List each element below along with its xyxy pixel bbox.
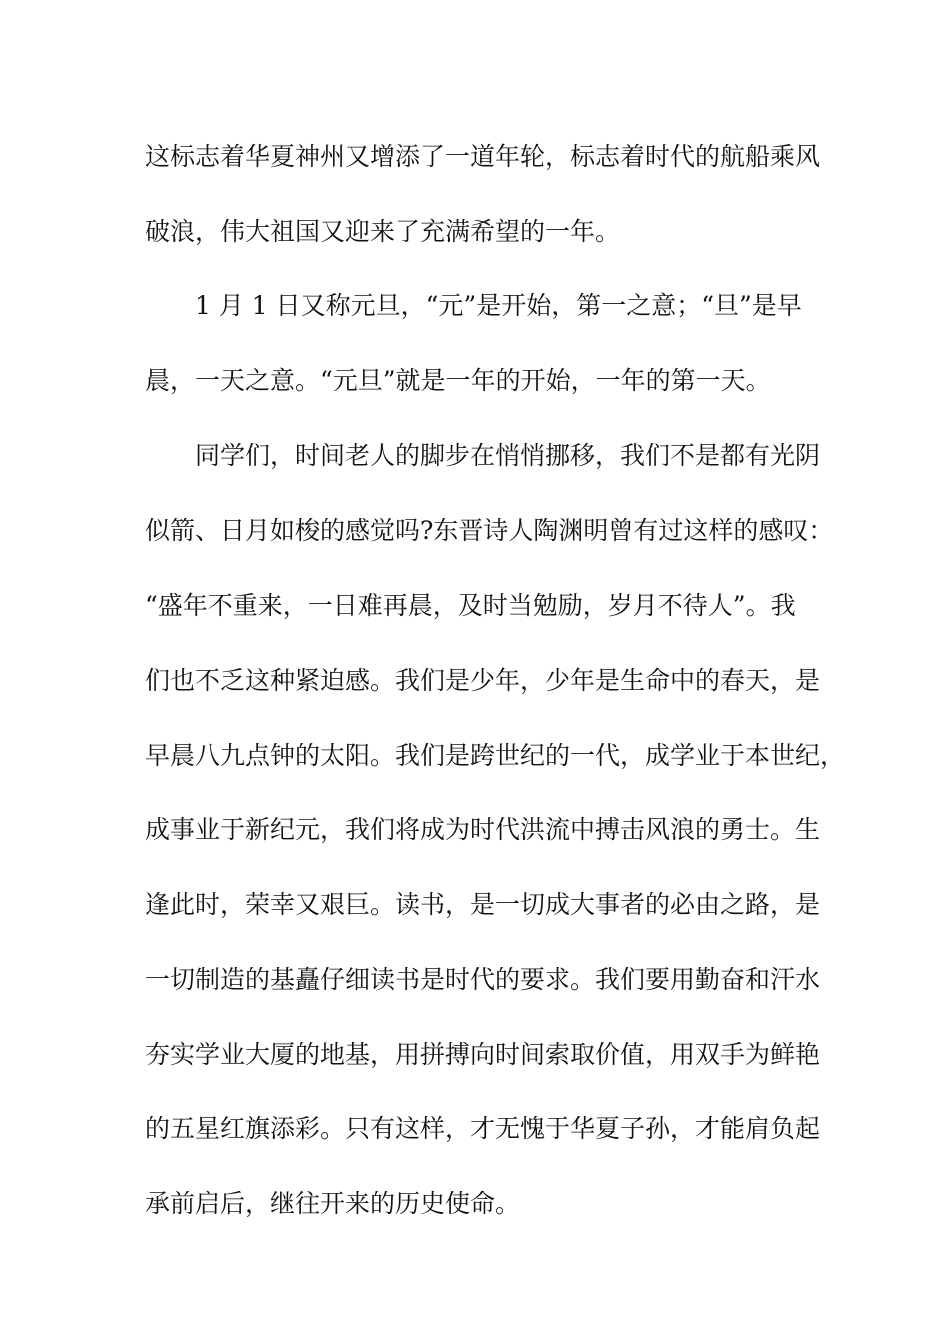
text-line-4: 晨，一天之意。“元旦”就是一年的开始，一年的第一天。 (145, 366, 771, 395)
text-line-11: 逢此时，荣幸又艰巨。读书，是一切成大事者的必由之路，是 (145, 890, 821, 919)
text-line-1: 这标志着华夏神州又增添了一道年轮，标志着时代的航船乘风 (145, 142, 821, 171)
text-line-2: 破浪，伟大祖国又迎来了充满希望的一年。 (145, 217, 621, 246)
text-line-9: 早晨八九点钟的太阳。我们是跨世纪的一代，成学业于本世纪， (145, 741, 846, 770)
text-line-7: “盛年不重来，一日难再晨，及时当勉励，岁月不待人”。我 (145, 591, 796, 620)
text-line-6: 似箭、日月如梭的感觉吗?东晋诗人陶渊明曾有过这样的感叹： (145, 516, 834, 545)
paragraph-start-line-3: 1 月 1 日又称元旦，“元”是开始，第一之意；“旦”是早 (195, 291, 802, 320)
text-line-14: 的五星红旗添彩。只有这样，才无愧于华夏子孙，才能肩负起 (145, 1114, 821, 1143)
text-line-15: 承前启后，继往开来的历史使命。 (145, 1189, 521, 1218)
text-line-8: 们也不乏这种紧迫感。我们是少年，少年是生命中的春天，是 (145, 666, 821, 695)
text-line-10: 成事业于新纪元，我们将成为时代洪流中搏击风浪的勇士。生 (145, 815, 821, 844)
text-line-12: 一切制造的基矗仔细读书是时代的要求。我们要用勤奋和汗水 (145, 965, 821, 994)
text-line-13: 夯实学业大厦的地基，用拼搏向时间索取价值，用双手为鲜艳 (145, 1040, 821, 1069)
paragraph-start-line-5: 同学们，时间老人的脚步在悄悄挪移，我们不是都有光阴 (195, 441, 821, 470)
